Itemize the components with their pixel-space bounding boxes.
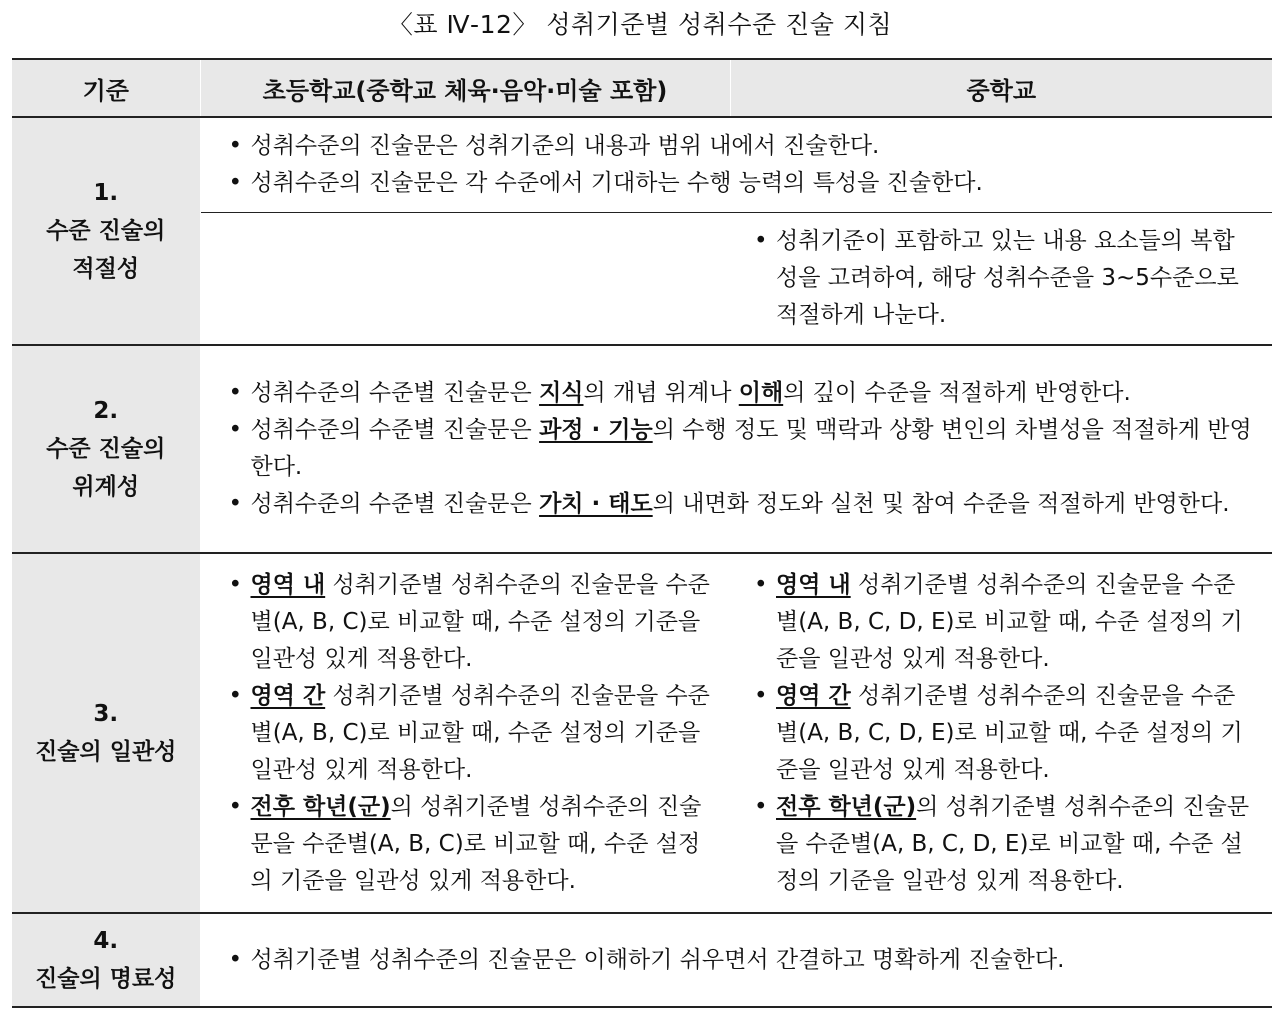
- row-2-bullet-2: • 성취수준의 수준별 진술문은 과정 · 기능의 수행 정도 및 맥락과 상황 변인의 차별성을 적절하게 반영한다.: [225, 412, 1253, 486]
- row-3-middle-cell: [730, 553, 1272, 913]
- table-header-row: [12, 59, 1272, 117]
- criteria-4: [12, 913, 200, 1007]
- row-4-bullet: • 성취기준별 성취수준의 진술문은 이해하기 쉬우면서 간결하고 명확하게 진술한다.: [225, 942, 1253, 979]
- row-3-mid-bullet-1: • 영역 내 성취기준별 성취수준의 진술문을 수준별(A, B, C, D, E)로 비교할 때, 수준 설정의 기준을 일관성 있게 적용한다.: [750, 567, 1254, 678]
- header-criteria: 기준: [12, 59, 200, 117]
- criteria-4-num: 4.: [93, 928, 119, 954]
- row-2-bullet-1: • 성취수준의 수준별 진술문은 지식의 개념 위계나 이해의 깊이 수준을 적절하게 반영한다.: [225, 375, 1253, 412]
- row-1-split: [12, 213, 1272, 346]
- row-2-cell: [200, 345, 1272, 553]
- row-1-middle-cell: [730, 213, 1272, 346]
- criteria-2-title1: 수준 진술의: [46, 436, 166, 462]
- row-3-elem-bullet-1: • 영역 내 성취기준별 성취수준의 진술문을 수준별(A, B, C)로 비교할 때, 수준 설정의 기준을 일관성 있게 적용한다.: [225, 567, 711, 678]
- row-4-cell: [200, 913, 1272, 1007]
- row-3-mid-bullet-2: • 영역 간 성취기준별 성취수준의 진술문을 수준별(A, B, C, D, E)로 비교할 때, 수준 설정의 기준을 일관성 있게 적용한다.: [750, 678, 1254, 789]
- criteria-2: [12, 345, 200, 553]
- row-1-middle-bullet: • 성취기준이 포함하고 있는 내용 요소들의 복합성을 고려하여, 해당 성취수준을 3~5수준으로 적절하게 나눈다.: [750, 223, 1254, 334]
- row-1-elementary-empty: [200, 213, 730, 346]
- row-1-bullet-2: • 성취수준의 진술문은 각 수준에서 기대하는 수행 능력의 특성을 진술한다.: [225, 165, 1253, 202]
- criteria-3-num: 3.: [93, 701, 119, 727]
- row-3-mid-bullet-3: • 전후 학년(군)의 성취기준별 성취수준의 진술문을 수준별(A, B, C, D, E)로 비교할 때, 수준 설정의 기준을 일관성 있게 적용한다.: [750, 789, 1254, 900]
- row-2: [12, 345, 1272, 553]
- criteria-2-num: 2.: [93, 398, 119, 424]
- criteria-1-title1: 수준 진술의: [46, 218, 166, 244]
- criteria-1-num: 1.: [93, 180, 119, 206]
- row-3-elem-bullet-2: • 영역 간 성취기준별 성취수준의 진술문을 수준별(A, B, C)로 비교할 때, 수준 설정의 기준을 일관성 있게 적용한다.: [225, 678, 711, 789]
- row-1-bullet-1: • 성취수준의 진술문은 성취기준의 내용과 범위 내에서 진술한다.: [225, 128, 1253, 165]
- header-elementary: 초등학교(중학교 체육·음악·미술 포함): [200, 59, 730, 117]
- row-3-elementary-cell: [200, 553, 730, 913]
- row-1-common: [12, 117, 1272, 213]
- row-3-elem-bullet-3: • 전후 학년(군)의 성취기준별 성취수준의 진술문을 수준별(A, B, C)로 비교할 때, 수준 설정의 기준을 일관성 있게 적용한다.: [225, 789, 711, 900]
- criteria-2-title2: 위계성: [72, 474, 140, 500]
- criteria-3: [12, 553, 200, 913]
- header-middle: 중학교: [730, 59, 1272, 117]
- achievement-guideline-table: [12, 58, 1272, 1008]
- criteria-3-title: 진술의 일관성: [35, 739, 177, 765]
- criteria-4-title: 진술의 명료성: [35, 966, 177, 992]
- row-4: [12, 913, 1272, 1007]
- row-1-common-cell: [200, 117, 1272, 213]
- criteria-1-title2: 적절성: [72, 256, 140, 282]
- row-2-bullet-3: • 성취수준의 수준별 진술문은 가치 · 태도의 내면화 정도와 실천 및 참여 수준을 적절하게 반영한다.: [225, 486, 1253, 523]
- row-3: [12, 553, 1272, 913]
- criteria-1: [12, 117, 200, 345]
- table-caption: 〈표 Ⅳ-12〉 성취기준별 성취수준 진술 지침: [387, 10, 893, 39]
